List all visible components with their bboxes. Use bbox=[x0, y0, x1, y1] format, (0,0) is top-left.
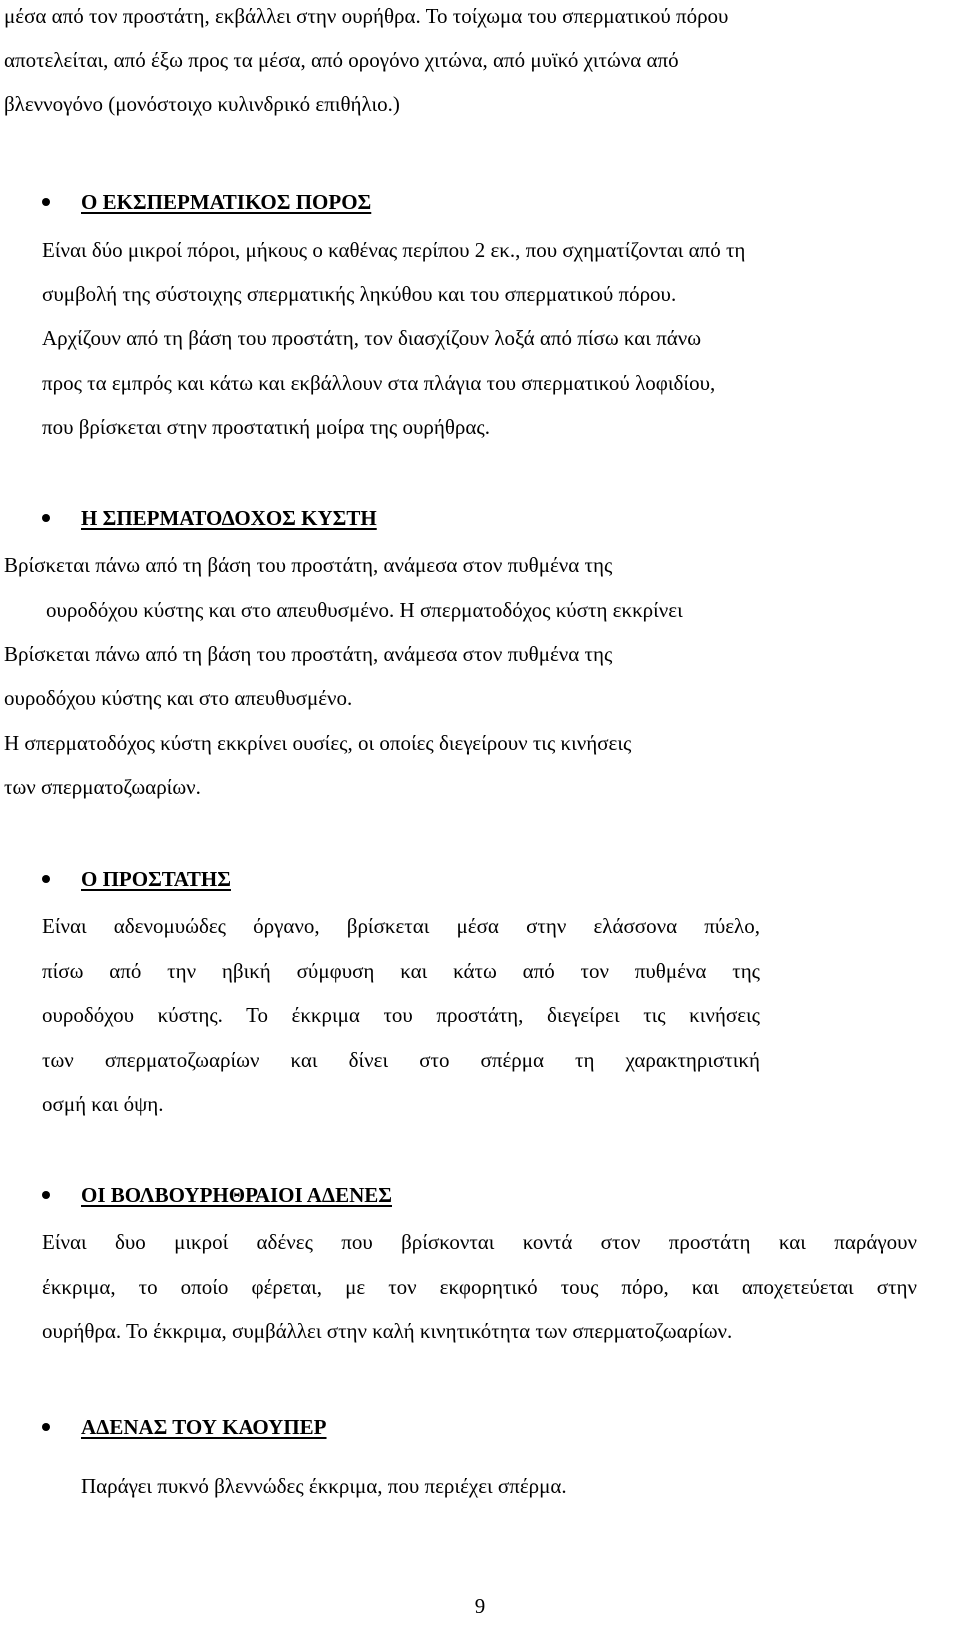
section-line: προς τα εμπρός και κάτω και εκβάλλουν στα πλάγια του σπερματικού λοφιδίου, bbox=[42, 371, 716, 395]
bullet-icon bbox=[42, 1191, 50, 1199]
section-heading-bulbourethral-glands: ΟΙ ΒΟΛΒΟΥΡΗΘΡΑΙΟΙ ΑΔΕΝΕΣ bbox=[81, 1183, 392, 1207]
section-heading-prostate: Ο ΠΡΟΣΤΑΤΗΣ bbox=[81, 867, 231, 891]
section-heading-cowper-gland: ΑΔΕΝΑΣ ΤΟΥ ΚΑΟΥΠΕΡ bbox=[81, 1415, 327, 1439]
section-line: Είναι αδενομυώδες όργανο, βρίσκεται μέσα στην ελάσσονα πύελο, bbox=[42, 914, 760, 938]
page-number: 9 bbox=[474, 1594, 486, 1618]
section-line: πίσω από την ηβική σύμφυση και κάτω από τον πυθμένα της bbox=[42, 959, 760, 983]
bullet-icon bbox=[42, 198, 50, 206]
intro-line-3: βλεννογόνο (μονόστοιχο κυλινδρικό επιθήλιο.) bbox=[4, 92, 400, 116]
section-line: Είναι δυο μικροί αδένες που βρίσκονται κοντά στον προστάτη και παράγουν bbox=[42, 1230, 917, 1254]
section-line: που βρίσκεται στην προστατική μοίρα της ουρήθρας. bbox=[42, 415, 490, 439]
intro-line-2: αποτελείται, από έξω προς τα μέσα, από ορογόνο χιτώνα, από μυϊκό χιτώνα από bbox=[4, 48, 679, 72]
section-line: συμβολή της σύστοιχης σπερματικής ληκύθου και του σπερματικού πόρου. bbox=[42, 282, 677, 306]
section-line: ουρήθρα. Το έκκριμα, συμβάλλει στην καλή κινητικότητα των σπερματοζωαρίων. bbox=[42, 1319, 733, 1343]
section-line: Παράγει πυκνό βλεννώδες έκκριμα, που περιέχει σπέρμα. bbox=[81, 1474, 567, 1498]
section-line: ουροδόχου κύστης. Το έκκριμα του προστάτη, διεγείρει τις κινήσεις bbox=[42, 1003, 760, 1027]
section-line: Βρίσκεται πάνω από τη βάση του προστάτη, ανάμεσα στον πυθμένα της bbox=[4, 553, 613, 577]
section-line: ουροδόχου κύστης και στο απευθυσμένο. Η σπερματοδόχος κύστη εκκρίνει bbox=[46, 598, 683, 622]
section-line: Είναι δύο μικροί πόροι, μήκους ο καθένας περίπου 2 εκ., που σχηματίζονται από τη bbox=[42, 238, 746, 262]
section-heading-ejaculatory-duct: Ο ΕΚΣΠΕΡΜΑΤΙΚΟΣ ΠΟΡΟΣ bbox=[81, 190, 372, 214]
bullet-icon bbox=[42, 514, 50, 522]
section-line: των σπερματοζωαρίων. bbox=[4, 775, 201, 799]
section-line: έκκριμα, το οποίο φέρεται, με τον εκφορητικό τους πόρο, και αποχετεύεται στην bbox=[42, 1275, 917, 1299]
bullet-icon bbox=[42, 875, 50, 883]
intro-line-1: μέσα από τον προστάτη, εκβάλλει στην ουρήθρα. Το τοίχωμα του σπερματικού πόρου bbox=[4, 4, 729, 28]
section-line: ουροδόχου κύστης και στο απευθυσμένο. bbox=[4, 686, 353, 710]
section-line: οσμή και όψη. bbox=[42, 1092, 164, 1116]
section-line: Βρίσκεται πάνω από τη βάση του προστάτη, ανάμεσα στον πυθμένα της bbox=[4, 642, 613, 666]
section-heading-seminal-vesicle: Η ΣΠΕΡΜΑΤΟΔΟΧΟΣ ΚΥΣΤΗ bbox=[81, 506, 377, 530]
section-line: των σπερματοζωαρίων και δίνει στο σπέρμα τη χαρακτηριστική bbox=[42, 1048, 760, 1072]
bullet-icon bbox=[42, 1423, 50, 1431]
section-line: Η σπερματοδόχος κύστη εκκρίνει ουσίες, οι οποίες διεγείρουν τις κινήσεις bbox=[4, 731, 632, 755]
section-line: Αρχίζουν από τη βάση του προστάτη, τον διασχίζουν λοξά από πίσω και πάνω bbox=[42, 326, 702, 350]
